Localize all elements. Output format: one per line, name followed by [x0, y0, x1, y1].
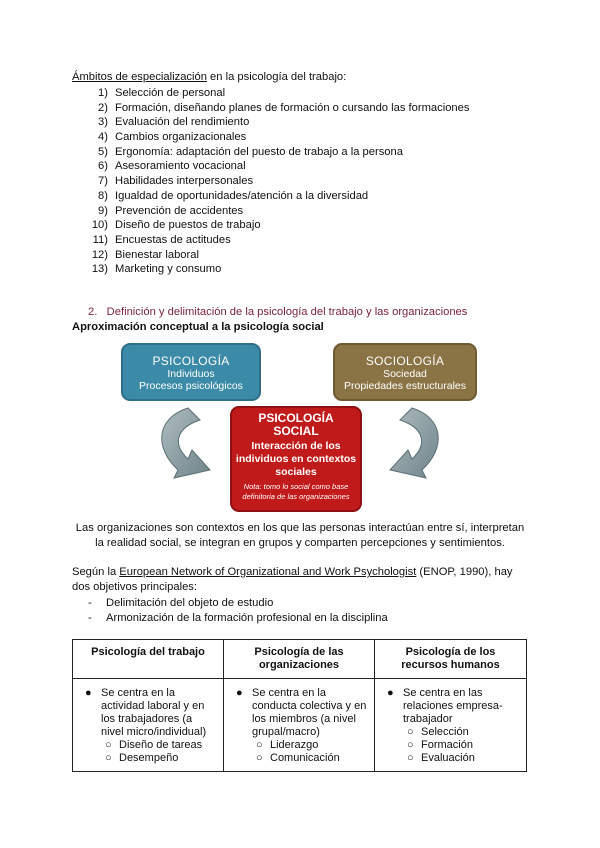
table-row [73, 679, 527, 772]
enop-line [72, 566, 513, 578]
enop-suffix: (ENOP, 1990), hay [416, 566, 513, 578]
list-item: 4) Cambios organizacionales [98, 131, 247, 144]
ambitos-list [88, 86, 469, 277]
sociologia-line1: Sociedad [383, 368, 427, 380]
list-item: 13) Marketing y consumo [91, 263, 222, 276]
comparison-table [72, 639, 527, 772]
subheading: Aproximación conceptual a la psicología social [72, 321, 324, 333]
psicologia-social-body: Interacción de los individuos en contextos sociales [235, 440, 357, 478]
list-item: 10) Diseño de puestos de trabajo [91, 219, 261, 232]
list-item: 7) Habilidades interpersonales [98, 175, 254, 188]
sociologia-line2: Propiedades estructurales [344, 380, 466, 392]
psicologia-box [121, 343, 261, 401]
intro-line [72, 71, 346, 83]
psicologia-social-box [230, 406, 362, 512]
sociologia-title: SOCIOLOGÍA [365, 354, 445, 368]
list-item: - Delimitación del objeto de estudio [88, 597, 274, 609]
section-title: Definición y delimitación de la psicología del trabajo y las organizaciones [106, 306, 468, 318]
table-header-row [73, 640, 527, 679]
list-item: 3) Evaluación del rendimiento [98, 116, 250, 129]
column-header: Psicología de las organizaciones [224, 640, 375, 679]
list-item: 9) Prevención de accidentes [98, 204, 244, 217]
list-item: 1) Selección de personal [98, 87, 226, 99]
paragraph-line1: Las organizaciones son contextos en los que las personas interactúan entre sí, interpretan [75, 522, 525, 534]
table-cell: ● Se centra en la actividad laboral y en los trabajadores (a nivel micro/individual) ○ Diseño de tareas ○ Desempeño [73, 679, 224, 772]
enop-prefix: Según la [72, 566, 120, 578]
column-header: Psicología del trabajo [73, 640, 224, 679]
list-item: 11) Encuestas de actitudes [92, 233, 231, 246]
psicologia-title: PSICOLOGÍA [152, 354, 230, 368]
enop-link[interactable]: European Network of Organizational and Work Psychologist [119, 566, 417, 578]
list-item: 6) Asesoramiento vocacional [98, 160, 246, 173]
psicologia-social-note: Nota: tomo lo social como base definitoria de las organizaciones [242, 482, 350, 501]
list-item: 5) Ergonomía: adaptación del puesto de trabajo a la persona [98, 145, 403, 158]
intro-rest: en la psicología del trabajo: [206, 71, 347, 83]
list-item: 8) Igualdad de oportunidades/atención a la diversidad [98, 189, 369, 202]
objetivos-list [88, 596, 388, 626]
list-item: 2) Formación, diseñando planes de formación o cursando las formaciones [98, 101, 470, 114]
intro-underlined: Ámbitos de especialización [72, 71, 207, 83]
table-cell: ● Se centra en las relaciones empresa-trabajador ○ Selección ○ Formación ○ Evaluación [375, 679, 527, 772]
list-item: 12) Bienestar laboral [91, 248, 199, 261]
left-arrow-icon [162, 408, 210, 478]
right-arrow-icon [390, 408, 438, 478]
psicologia-line2: Procesos psicológicos [139, 380, 243, 392]
organizations-paragraph [60, 521, 540, 551]
paragraph-line2: la realidad social, se integran en grupos y comparten percepciones y sentimientos. [95, 537, 505, 549]
section-number: 2. [88, 306, 98, 318]
psicologia-social-title1: PSICOLOGÍA [258, 411, 334, 425]
enop-line2: dos objetivos principales: [72, 581, 197, 593]
psicologia-social-title2: SOCIAL [273, 424, 319, 438]
sociologia-box [333, 343, 477, 401]
column-header: Psicología de los recursos humanos [375, 640, 527, 679]
list-item: - Armonización de la formación profesional en la disciplina [88, 612, 388, 624]
psicologia-line1: Individuos [167, 368, 215, 380]
section-heading [88, 306, 467, 318]
table-cell: ● Se centra en la conducta colectiva y en los miembros (a nivel grupal/macro) ○ Liderazgo ○ Comunicación [224, 679, 375, 772]
